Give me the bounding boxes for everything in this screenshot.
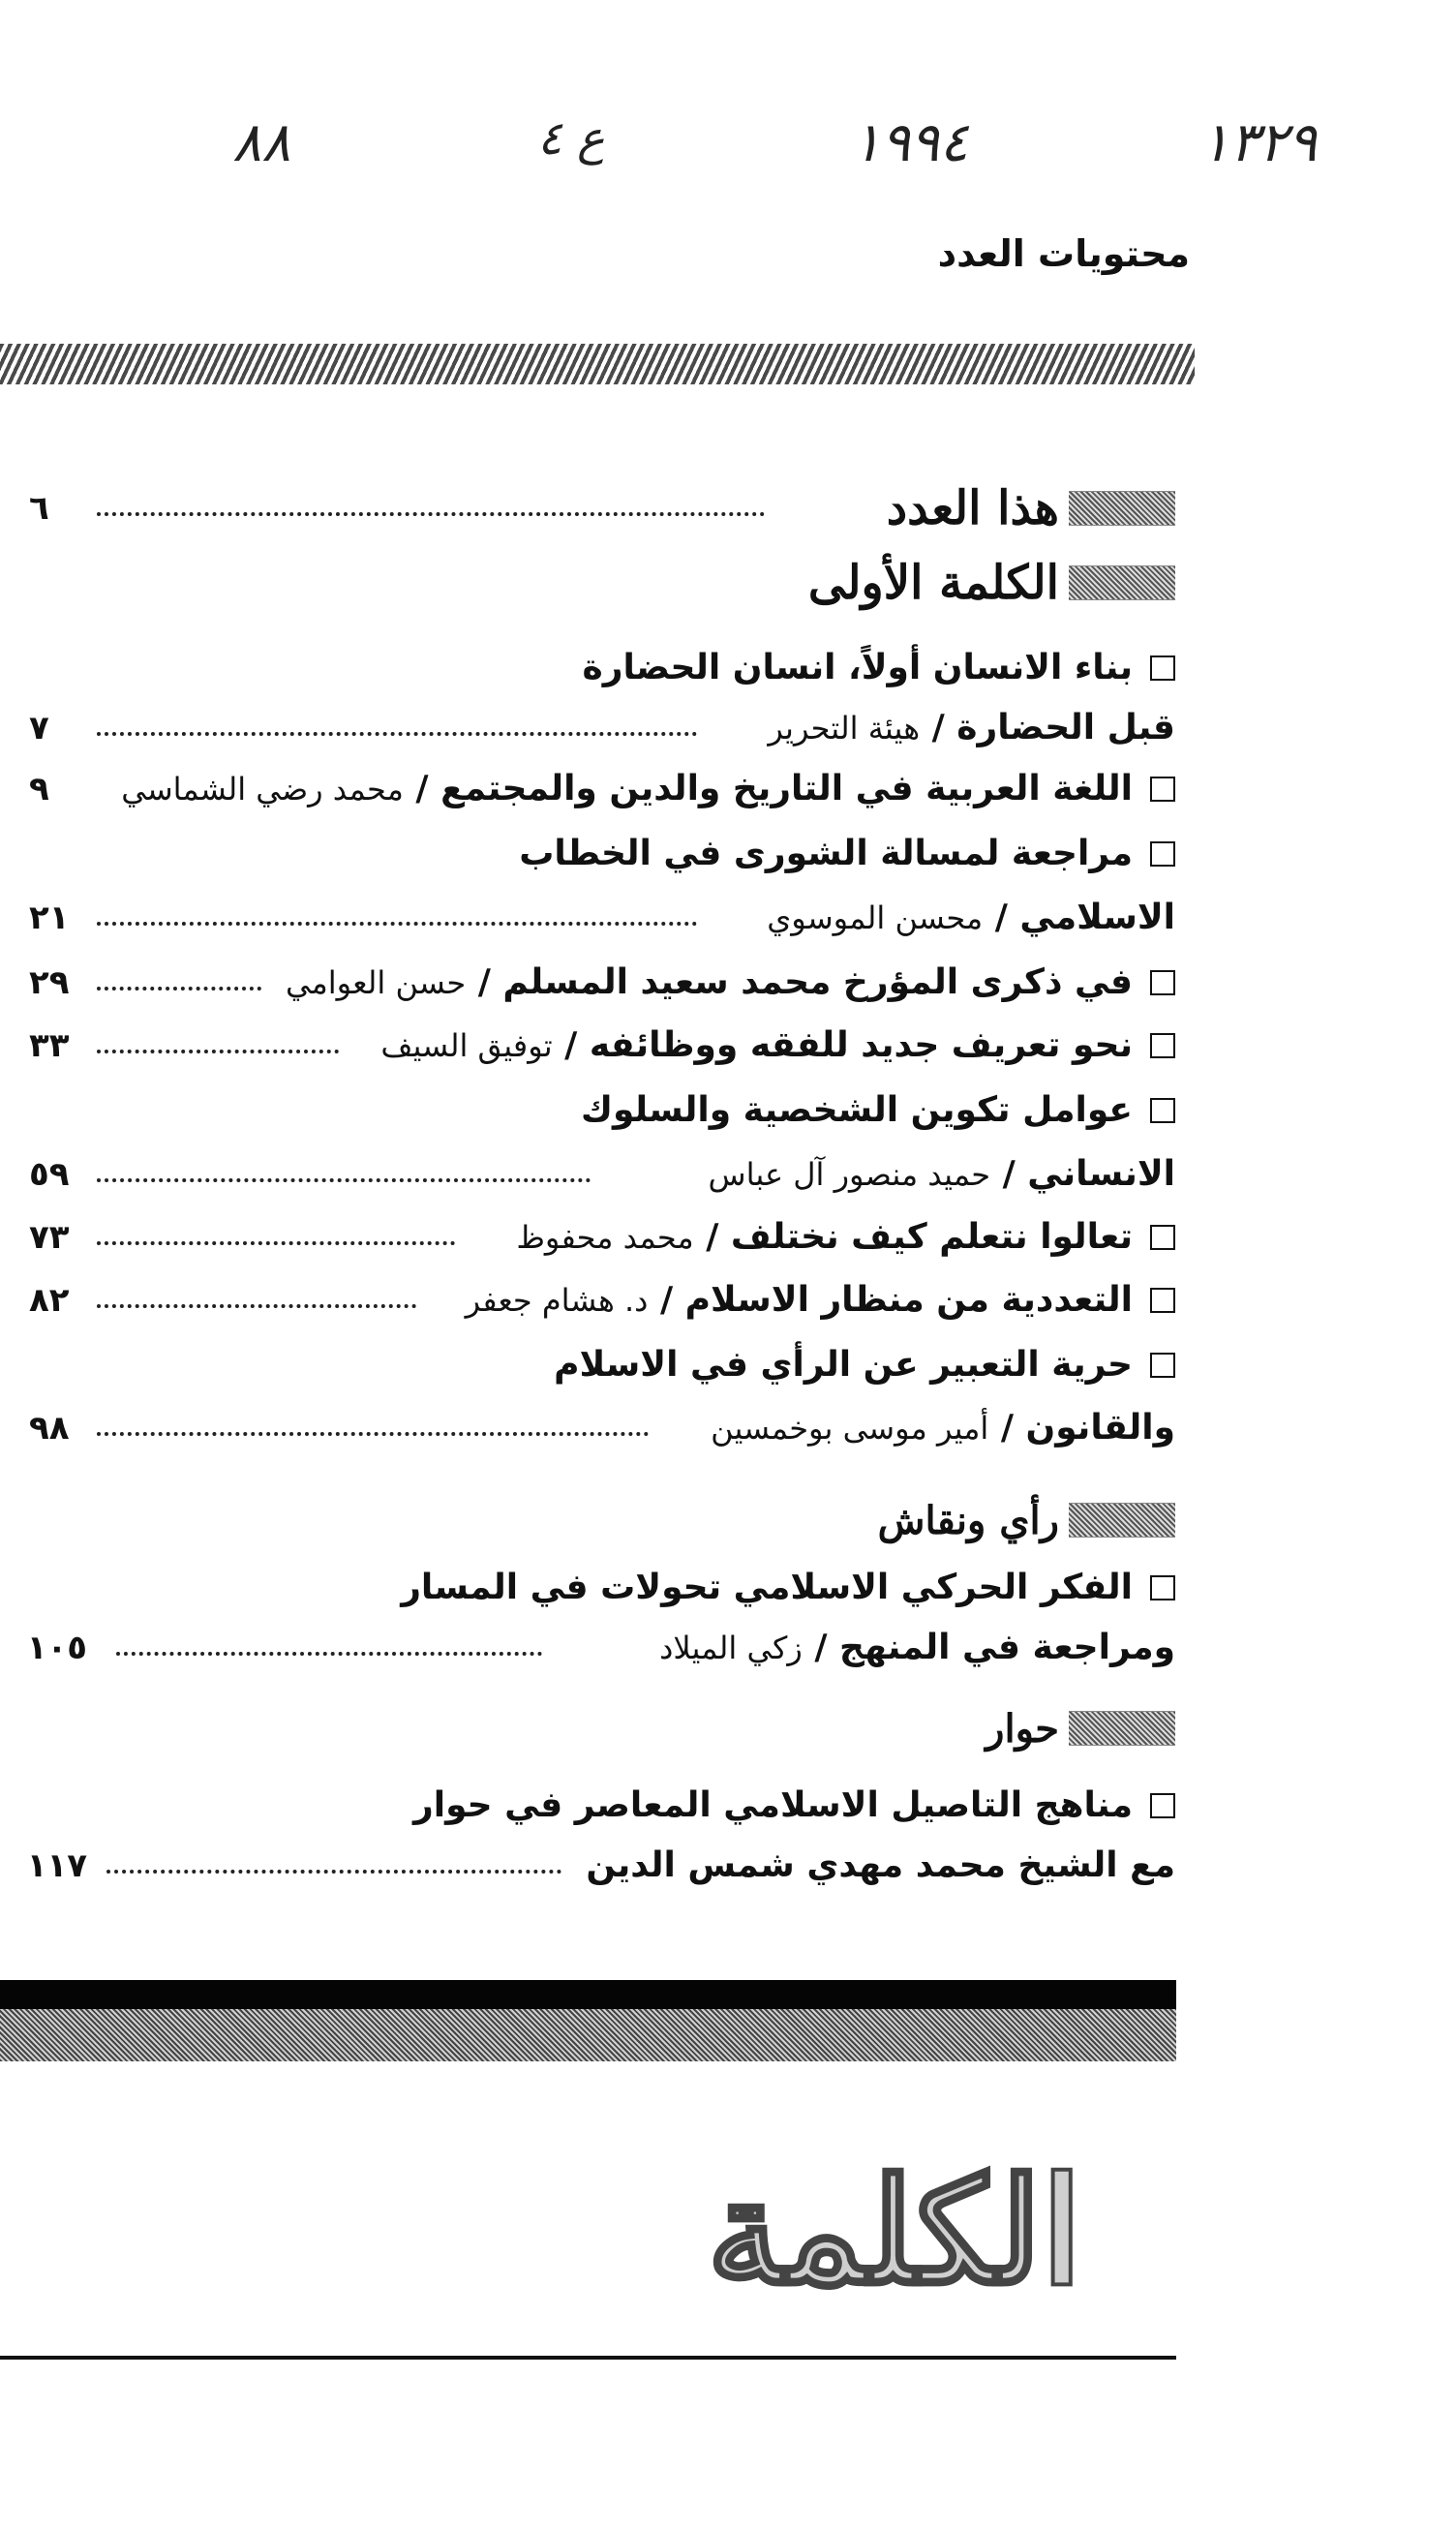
checkbox-icon — [1150, 1033, 1175, 1058]
toc-row[interactable] — [0, 1336, 1456, 1394]
entry-title: بناء الانسان أولاً، انسان الحضارة — [582, 648, 1133, 687]
section-heading-first-word — [808, 549, 1175, 617]
checkbox-icon — [1150, 1793, 1175, 1818]
entry-author: زكي الميلاد — [659, 1630, 803, 1666]
entry-author: محسن الموسوي — [767, 899, 984, 936]
entry-title: التعددية من منظار الاسلام / — [659, 1280, 1133, 1320]
section-heading-opinion — [878, 1486, 1175, 1554]
section-label: هذا العدد — [886, 481, 1059, 535]
footer-bar — [0, 1980, 1176, 2009]
toc-row[interactable] — [0, 825, 1456, 883]
section-label: الكلمة الأولى — [807, 556, 1059, 610]
dot-leader — [97, 512, 765, 516]
checkbox-icon — [1150, 1353, 1175, 1378]
footer-tone-bar — [0, 2009, 1176, 2061]
dot-leader — [97, 1432, 649, 1436]
entry-title: ومراجعة في المنهج / — [814, 1628, 1175, 1667]
handwritten-year: ١٩٩٤ — [852, 111, 969, 174]
page-number: ٩ — [29, 770, 49, 808]
dot-leader — [97, 1241, 455, 1245]
entry-author: محمد محفوظ — [516, 1219, 694, 1256]
entry-title: اللغة العربية في التاريخ والدين والمجتمع / — [415, 769, 1133, 808]
toc-row[interactable] — [0, 760, 1456, 818]
checkbox-icon — [1150, 655, 1175, 681]
entry-title: الانساني / — [1002, 1154, 1175, 1194]
page-number: ٧٣ — [29, 1218, 70, 1257]
section-label: حوار — [986, 1705, 1059, 1752]
entry-author: توفيق السيف — [380, 1027, 553, 1064]
page-number: ١٠٥ — [26, 1629, 87, 1667]
page-number: ١١٧ — [26, 1846, 87, 1885]
page-number: ٥٩ — [29, 1155, 70, 1194]
entry-author: حسن العوامي — [285, 964, 467, 1001]
bottom-rule — [0, 2356, 1176, 2360]
section-swatch — [1069, 1711, 1175, 1746]
toc-row[interactable] — [0, 479, 1456, 537]
toc-row[interactable] — [0, 1399, 1456, 1457]
toc-row[interactable] — [0, 889, 1456, 947]
checkbox-icon — [1150, 777, 1175, 802]
toc-row[interactable] — [0, 1271, 1456, 1329]
section-swatch — [1069, 1503, 1175, 1538]
entry-title: عوامل تكوين الشخصية والسلوك — [580, 1090, 1133, 1130]
entry-author: حميد منصور آل عباس — [708, 1156, 991, 1193]
handwritten-number: ١٣٢٩ — [1200, 111, 1318, 174]
toc-row[interactable] — [0, 1145, 1456, 1204]
section-label: رأي ونقاش — [877, 1497, 1059, 1543]
entry-title: الفكر الحركي الاسلامي تحولات في المسار — [401, 1568, 1133, 1607]
dot-leader — [97, 1050, 339, 1053]
checkbox-icon — [1150, 1098, 1175, 1123]
entry-title: نحو تعريف جديد للفقه ووظائفه / — [564, 1025, 1133, 1065]
section-swatch — [1069, 565, 1175, 600]
page-number: ٩٨ — [29, 1409, 70, 1448]
dot-leader — [97, 1178, 591, 1182]
toc-row[interactable] — [0, 699, 1456, 757]
dot-leader — [106, 1870, 561, 1874]
toc-row[interactable] — [0, 1619, 1456, 1677]
page-number: ٧ — [29, 709, 49, 747]
toc-row[interactable] — [0, 1777, 1456, 1835]
page-number: ٢١ — [29, 899, 70, 937]
entry-author: د. هشام جعفر — [465, 1282, 649, 1319]
page-number: ٢٩ — [29, 963, 70, 1002]
entry-author: هيئة التحرير — [768, 710, 921, 747]
toc-row[interactable] — [0, 1082, 1456, 1140]
entry-title: الاسلامي / — [994, 898, 1175, 937]
entry-title: في ذكرى المؤرخ محمد سعيد المسلم / — [477, 962, 1133, 1002]
dot-leader — [97, 732, 697, 736]
entry-title: مناهج التاصيل الاسلامي المعاصر في حوار — [413, 1785, 1133, 1825]
checkbox-icon — [1150, 841, 1175, 867]
checkbox-icon — [1150, 1288, 1175, 1313]
entry-title: مع الشيخ محمد مهدي شمس الدين — [586, 1845, 1175, 1885]
handwritten-code: ٨٨ — [232, 111, 291, 174]
hatched-divider — [0, 344, 1195, 384]
entry-title: مراجعة لمسالة الشورى في الخطاب — [519, 834, 1133, 873]
toc-row[interactable] — [0, 1208, 1456, 1266]
toc-row[interactable] — [0, 1837, 1456, 1895]
checkbox-icon — [1150, 970, 1175, 995]
entry-title: والقانون / — [1000, 1408, 1175, 1448]
entry-title: قبل الحضارة / — [931, 708, 1175, 747]
checkbox-icon — [1150, 1575, 1175, 1600]
magazine-logo: الكلمة — [707, 2147, 1082, 2317]
handwritten-issue: ع ٤ — [537, 111, 605, 166]
entry-title: حرية التعبير عن الرأي في الاسلام — [554, 1345, 1133, 1385]
toc-title: محتويات العدد — [937, 232, 1190, 275]
dot-leader — [97, 1304, 416, 1308]
page-number: ٣٣ — [29, 1026, 70, 1065]
dot-leader — [116, 1652, 542, 1656]
toc-row[interactable] — [0, 639, 1456, 697]
toc-row[interactable] — [0, 1017, 1456, 1075]
dot-leader — [97, 987, 261, 991]
entry-author: محمد رضي الشماسي — [121, 771, 404, 808]
page-number: ٨٢ — [29, 1281, 70, 1320]
page-number: ٦ — [29, 489, 49, 528]
entry-author: أمير موسى بوخمسين — [711, 1410, 989, 1447]
section-heading-dialogue — [986, 1694, 1175, 1762]
entry-title: تعالوا نتعلم كيف نختلف / — [706, 1217, 1133, 1257]
dot-leader — [97, 922, 697, 926]
toc-row[interactable] — [0, 1559, 1456, 1617]
checkbox-icon — [1150, 1225, 1175, 1250]
toc-row[interactable] — [0, 954, 1456, 1012]
